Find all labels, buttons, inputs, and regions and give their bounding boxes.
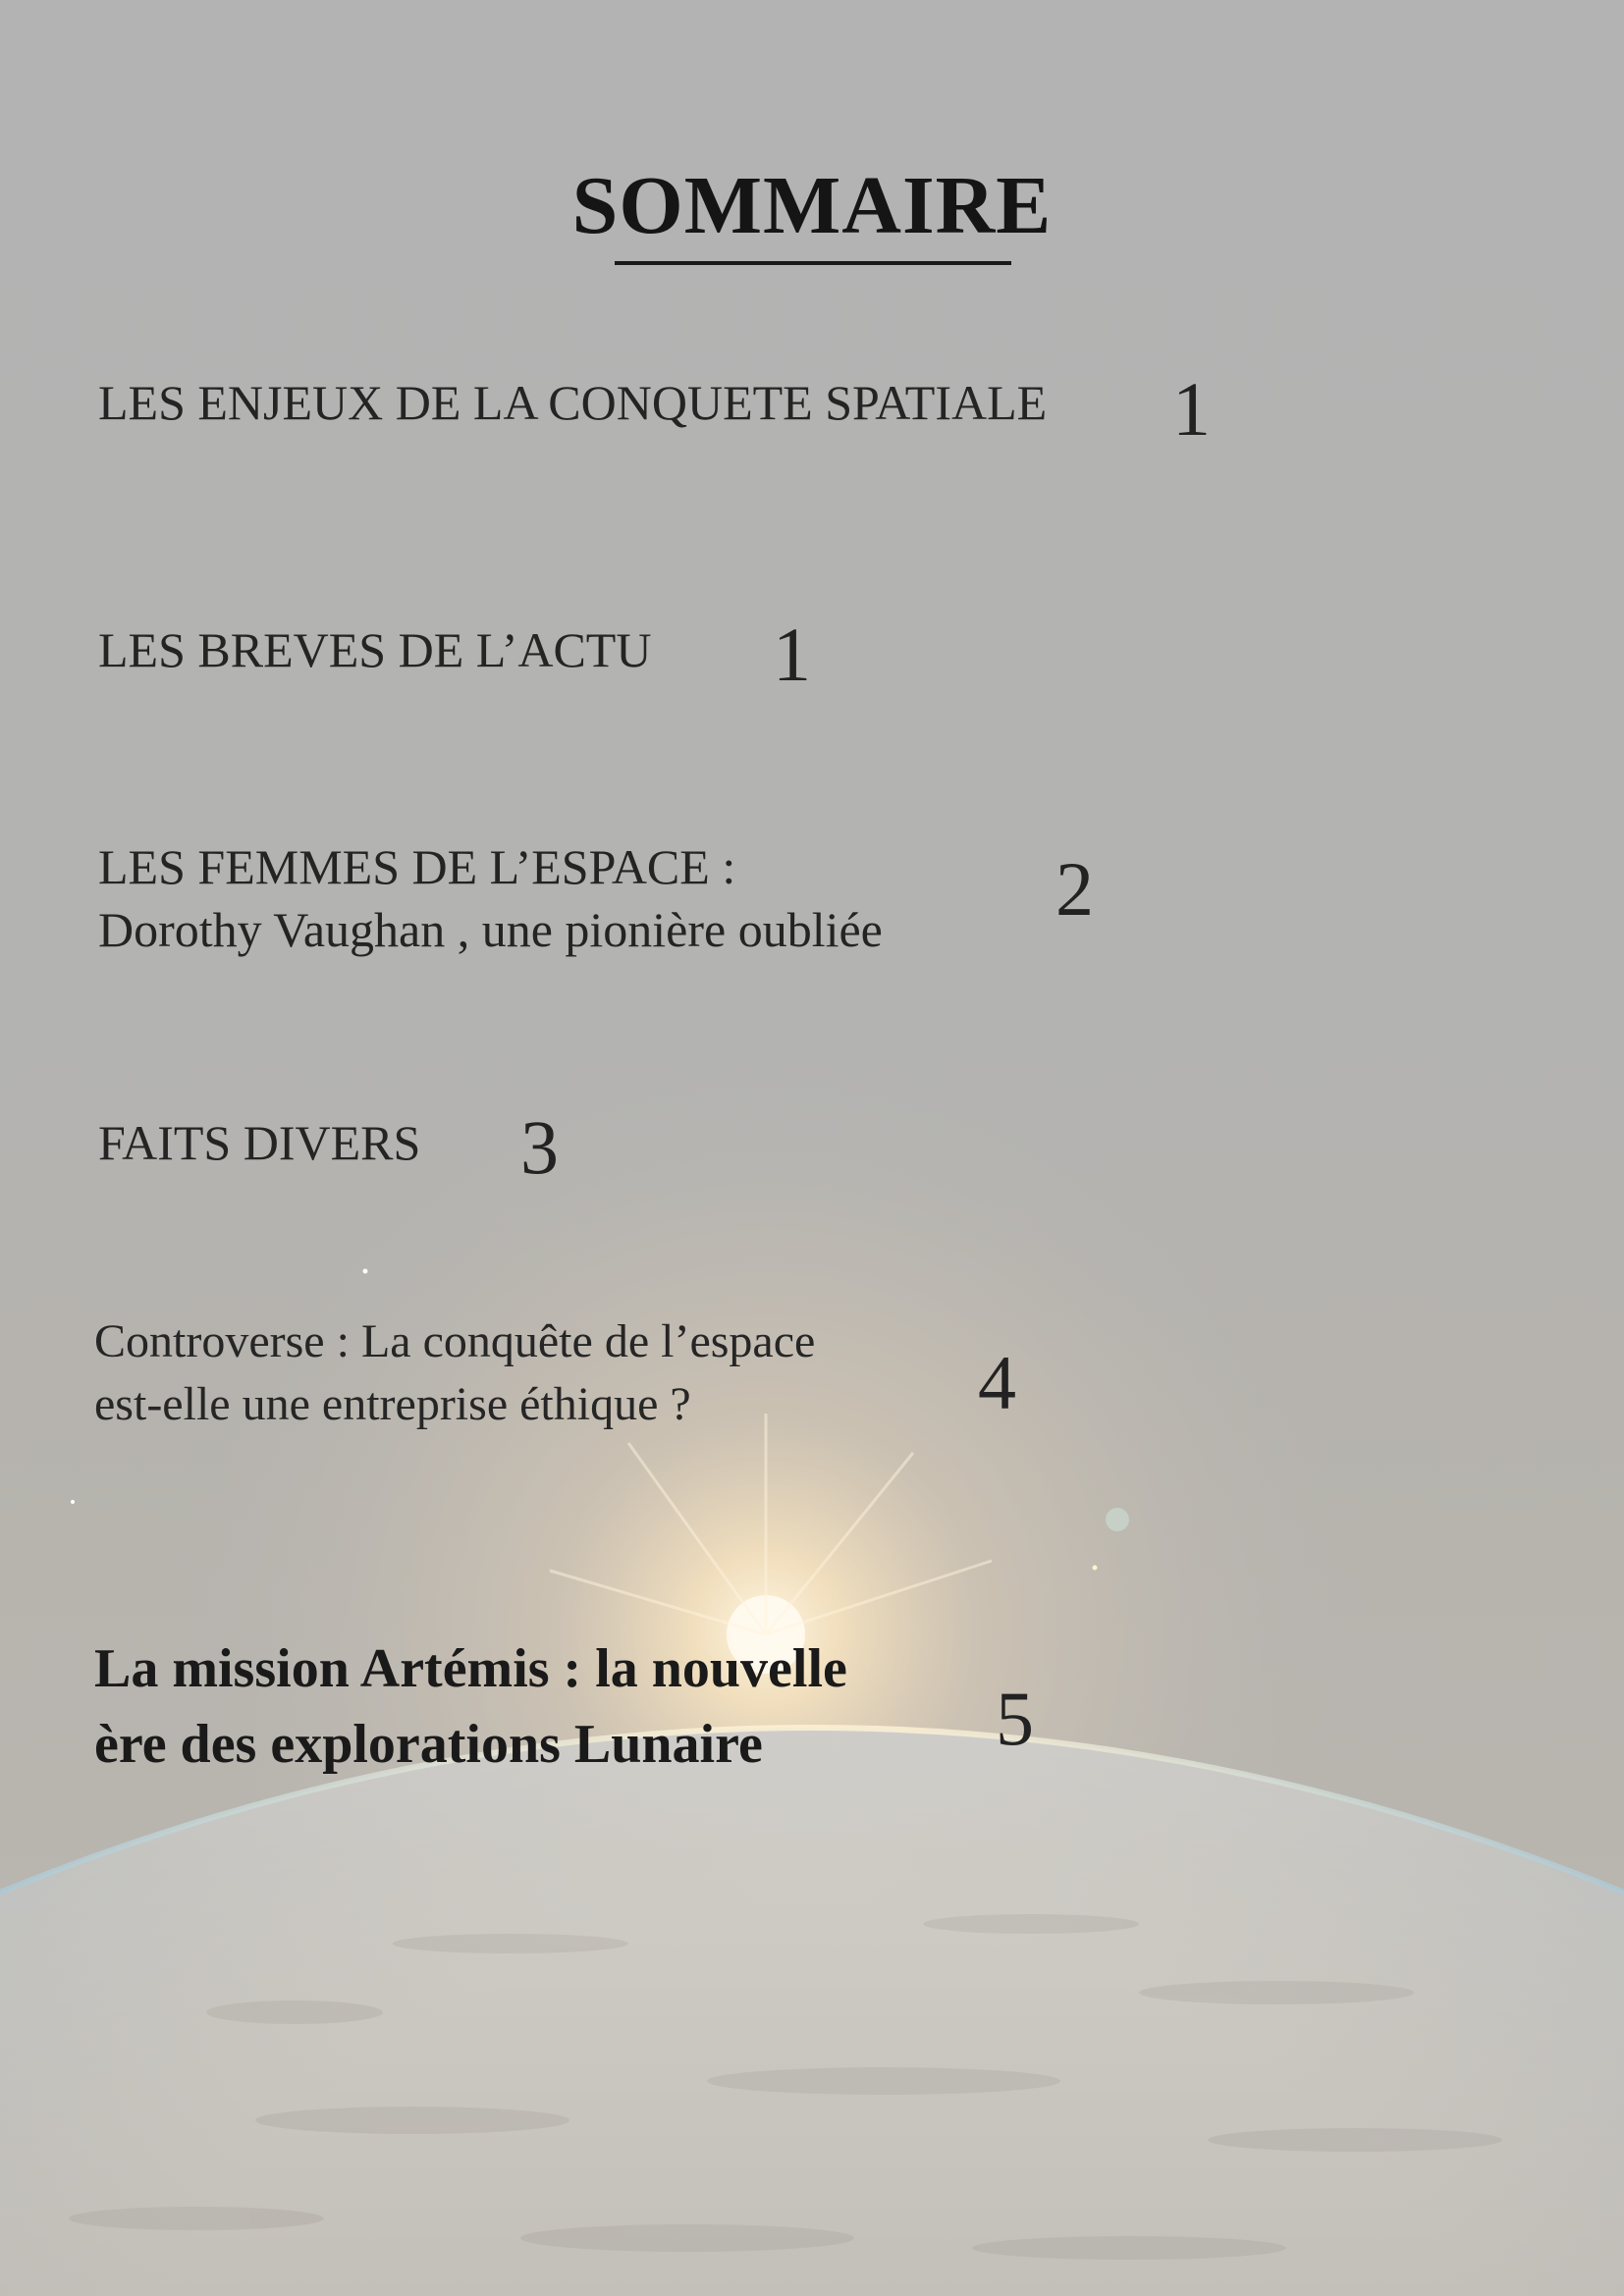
title-underline [615,261,1011,265]
toc-entry-5-page: 4 [978,1340,1016,1425]
toc-entry-1-line-1: LES ENJEUX DE LA CONQUETE SPATIALE [98,375,1048,430]
toc-entry-6-line-2: ère des explorations Lunaire [94,1714,763,1776]
toc-entry-4-title [98,1115,421,1170]
toc-entry-2-line-1: LES BREVES DE L’ACTU [98,622,652,677]
toc-entry-2-title [98,622,652,677]
toc-entry-6-page: 5 [996,1676,1034,1761]
toc-entry-5-line-2: est-elle une entreprise éthique ? [94,1378,691,1431]
toc-entry-3-line-2: Dorothy Vaughan , une pionière oubliée [98,902,883,957]
toc-entry-3-title [98,835,883,961]
toc-entry-2-page: 1 [773,612,811,697]
toc-entry-3-line-1: LES FEMMES DE L’ESPACE : [98,839,736,894]
toc-entry-4-line-1: FAITS DIVERS [98,1115,421,1170]
toc-entry-5-title [94,1310,815,1437]
toc-entry-4-page: 3 [520,1104,559,1190]
toc-entry-6-title [94,1631,847,1784]
toc-entry-3-page: 2 [1056,846,1094,932]
toc-entry-1-title [98,375,1048,430]
toc-entry-1-page: 1 [1172,366,1211,452]
toc-entry-6-line-1: La mission Artémis : la nouvelle [94,1638,847,1699]
page-title: SOMMAIRE [571,160,1053,251]
toc-entry-5-line-1: Controverse : La conquête de l’espace [94,1315,816,1367]
